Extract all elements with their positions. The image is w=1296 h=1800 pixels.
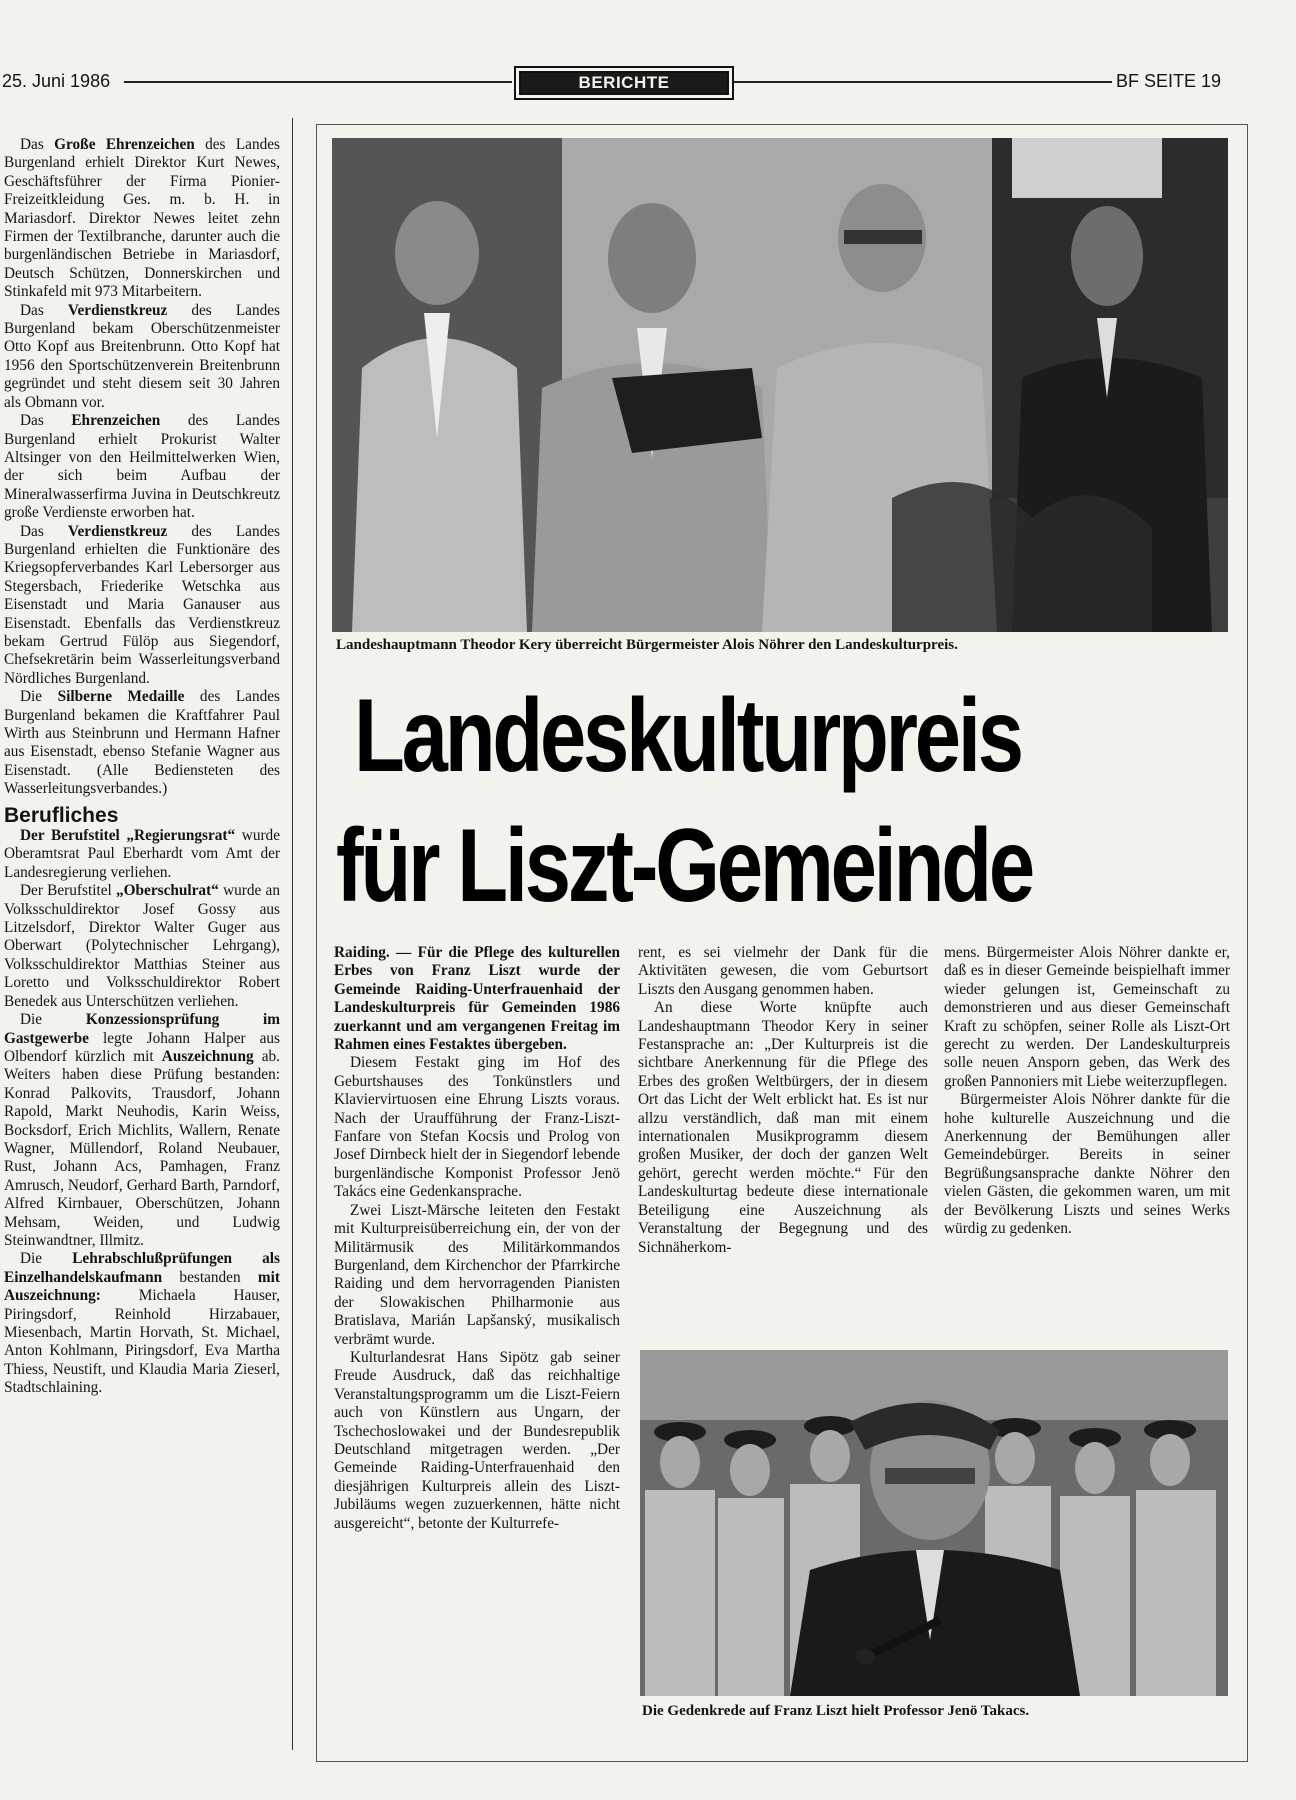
headline-line-2: für Liszt-Gemeinde (336, 808, 1032, 924)
notice-6: Der Berufstitel „Regierungsrat“ wurde Oberamtsrat Paul Eberhardt vom Amt der Landesregierung verliehen. (4, 827, 280, 881)
notice-5: Die Silberne Medaille des Landes Burgenland bekamen die Kraftfahrer Paul Wirth aus Steinbrunn und Hermann Hafner aus Eisenstadt, ebenso Stefanie Wagner aus Eisenstadt. (Alle Bediensteten des Wasserleitungsverbandes.) (4, 688, 280, 798)
column-separator (292, 118, 293, 1750)
memorial-speech-photo (640, 1350, 1228, 1696)
notice-9: Die Lehrabschlußprüfungen als Einzelhandelskaufmann bestanden mit Auszeichnung: Michaela Hauser, Piringsdorf, Reinhold Hirzabauer, Miesenbach, Martin Horvath, St. Michael, Anton Kohlmann, Piringsdorf, Eva Martha Thiess, Neustift, und Klaudia Maria Zieserl, Stadtschlaining. (4, 1250, 280, 1397)
top-photo-caption: Landeshauptmann Theodor Kery überreicht Bürgermeister Alois Nöhrer den Landeskulturpreis. (336, 637, 958, 653)
header-rule-left (124, 81, 512, 83)
article-col3-para-1: mens. Bürgermeister Alois Nöhrer dankte er, daß es in dieser Gemeinde beispielhaft immer wieder gelungen ist, Gemeinschaft zu demonstrieren und aus dieser Gemeinschaft Kraft zu schöpfen, seiner Rolle als Liszt-Ort gerecht zu werden. Der Landeskulturpreis solle neuen Ansporn geben, das Werk des großen Pannoniers mit Liebe weiterzupflegen. (944, 944, 1230, 1090)
notice-8: Die Konzessionsprüfung im Gastgewerbe legte Johann Halper aus Olbendorf kürzlich mit Auszeichnung ab. Weiters haben diese Prüfung bestanden: Konrad Palkovits, Trausdorf, Johann Rapold, Markt Neuhodis, Karin Weiss, Bocksdorf, Erich Michlits, Wallern, Renate Wagner, Müllendorf, Roland Neubauer, Rust, Johann Acs, Pamhagen, Franz Amrusch, Neudorf, Gerhard Barth, Parndorf, Alfred Kirnbauer, Oberschützen, Johann Mehsam, Weiden, und Ludwig Steinwandtner, Illmitz. (4, 1011, 281, 1249)
subhead-berufliches: Berufliches (4, 803, 119, 827)
notice-7: Der Berufstitel „Oberschulrat“ wurde an Volksschuldirektor Josef Gossy aus Litzelsdorf, Direktor Walter Guger aus Oberwart (Polytechnischer Lehrgang), Volksschuldirektor Matthias Steiner aus Loretto und Volksschuldirektor Robert Benedek aus Unterschützen verliehen. (4, 882, 280, 1010)
headline-line-1: Landeskulturpreis (354, 678, 1021, 794)
notice-4: Das Verdienstkreuz des Landes Burgenland erhielten die Funktionäre des Kriegsopferverbandes Karl Lebersorger aus Stegersbach, Friederike Wetschka aus Eisenstadt und Maria Ganauser aus Eisenstadt. Ebenfalls das Verdienstkreuz bekam Gertrud Fülöp aus Siegendorf, Chefsekretärin beim Wasserleitungsverband Nördliches Burgenland. (4, 522, 280, 687)
article-col2-para-1: rent, es sei vielmehr der Dank für die Aktivitäten gewesen, die vom Geburtsort Liszts den Ausgang genommen haben. (638, 944, 928, 998)
article-col1-para-3: Zwei Liszt-Märsche leiteten den Festakt mit Kulturpreisüberreichung ein, der von der Militärmusik des Militärkommandos Burgenland, dem Kirchenchor der Pfarrkirche Raiding und dem hervorragenden Pianisten der Slowakischen Philharmonie aus Bratislava, Marián Lapšanský, musikalisch verbrämt wurde. (334, 1201, 620, 1348)
award-ceremony-photo (332, 138, 1228, 632)
article-column-2 (638, 944, 928, 1257)
header-rule-right (734, 81, 1112, 83)
article-lead: Raiding. — Für die Pflege des kulturellen Erbes von Franz Liszt wurde der Gemeinde Raiding-Unterfrauenhaid der Landeskulturpreis für Gemeinden 1986 zuerkannt und am vergangenen Freitag im Rahmen eines Festaktes übergeben. (334, 944, 620, 1054)
article-column-3 (944, 944, 1230, 1239)
article-col2-para-2: An diese Worte knüpfte auch Landeshauptmann Theodor Kery in seiner Festansprache an: „Der Kulturpreis ist die sichtbare Anerkennung für die Pflege des Erbes des großen Weltbürgers, der in diesem Ort das Licht der Welt erblickt hat. Es ist nur allzu verständlich, daß man mit einem internationalen Musikprogramm diesem großen Musiker, der doch der ganzen Welt gehört, gerecht werden möchte.“ Für den Landeskulturtag bedeute diese internationale Beteiligung eine Auszeichnung als Veranstaltung der Begegnung und des Sichnäherkom- (638, 999, 928, 1256)
section-label-box (514, 66, 734, 100)
notice-1: Das Große Ehrenzeichen des Landes Burgenland erhielt Direktor Kurt Newes, Geschäftsführer der Firma Pionier-Freizeitkleidung Ges. m. b. H. in Mariasdorf. Direktor Newes leitet zehn Firmen der Textilbranche, darunter auch die burgenländischen Betriebe in Mariasdorf, Deutsch Schützen, Donnerskirchen und Stinkafeld mit 973 Mitarbeitern. (4, 136, 280, 301)
notice-3: Das Ehrenzeichen des Landes Burgenland erhielt Prokurist Walter Altsinger von den Heilmittelwerken Wien, der sich beim Aufbau der Mineralwasserfirma Juvina in Deutschkreutz große Verdienste erworben hat. (4, 412, 280, 522)
article-col1-para-4: Kulturlandesrat Hans Sipötz gab seiner Freude Ausdruck, daß das reichhaltige Veranstaltungsprogramm um die Liszt-Feiern auch von Künstlern aus Ungarn, der Tschechoslowakei und der Bundesrepublik Deutschland mitgetragen werden. „Der Gemeinde Raiding-Unterfrauenhaid den diesjährigen Kulturpreis allein des Liszt-Jubiläums wegen zuzuerkennen, hätte nicht ausgereicht“, betonte der Kulturrefe- (334, 1348, 620, 1532)
issue-date: 25. Juni 1986 (2, 71, 111, 91)
memorial-speech-photo-art (640, 1350, 1228, 1696)
page-number: BF SEITE 19 (1116, 71, 1222, 91)
bottom-photo-caption: Die Gedenkrede auf Franz Liszt hielt Professor Jenö Takacs. (642, 1703, 1030, 1719)
article-col1-para-2: Diesem Festakt ging im Hof des Geburtshauses des Tonkünstlers und Klaviervirtuosen eine Ehrung Liszts voraus. Nach der Uraufführung der Franz-Liszt-Fanfare von Stefan Kocsis und Prolog von Josef Dirnbeck hielt der in Siegendorf lebende burgenländische Komponist Professor Jenö Takács eine Gedenkansprache. (334, 1054, 620, 1201)
left-column-notices (4, 136, 280, 1398)
article-col3-para-2: Bürgermeister Alois Nöhrer dankte für die hohe kulturelle Auszeichnung und die Anerkennung der Bemühungen aller Gemeindebürger. Bereits in seiner Begrüßungsansprache dankte Nöhrer den vielen Gästen, die gekommen waren, um mit der Bevölkerung Liszts und seines Werks würdig zu gedenken. (944, 1091, 1230, 1238)
section-label: BERICHTE (521, 73, 727, 93)
article-column-1 (334, 944, 620, 1533)
notice-2: Das Verdienstkreuz des Landes Burgenland bekam Oberschützenmeister Otto Kopf aus Breitenbrunn. Otto Kopf hat 1956 den Sportschützenverein Breitenbrunn gegründet und steht diesem seit 30 Jahren als Obmann vor. (4, 301, 280, 411)
award-ceremony-photo-art (332, 138, 1228, 632)
